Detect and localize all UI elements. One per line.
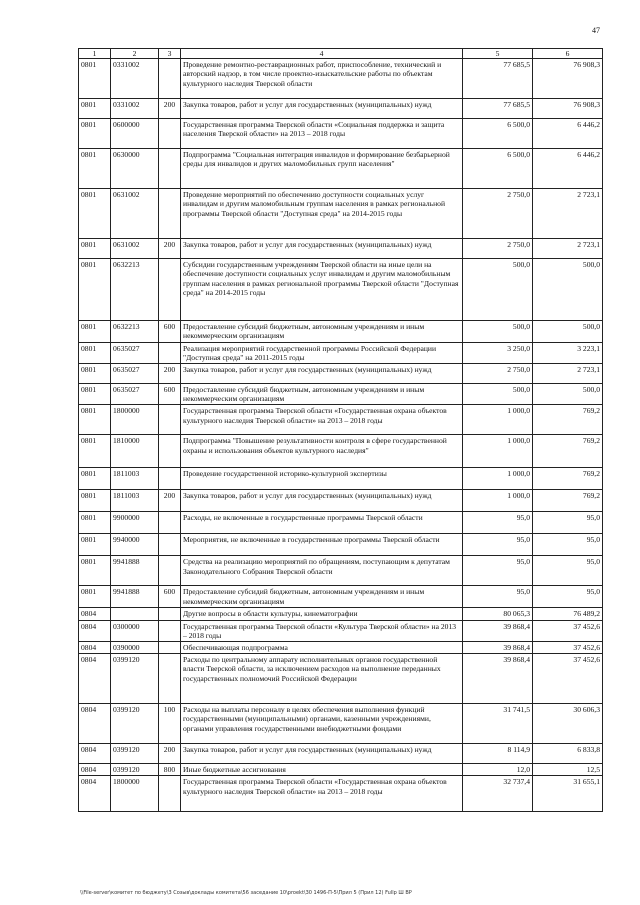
header-cell: 1 [79, 49, 111, 59]
planned-amount-cell: 1 000,0 [463, 468, 533, 490]
planned-amount-cell: 77 685,5 [463, 59, 533, 99]
table-row [79, 59, 603, 99]
target-code-cell: 0632213 [111, 321, 159, 342]
expense-type-cell: 200 [159, 744, 181, 764]
target-code-cell: 9941888 [111, 586, 159, 608]
section-code-cell: 0801 [79, 512, 111, 534]
header-cell: 4 [181, 49, 463, 59]
table-row [79, 586, 603, 608]
target-code-cell: 1811003 [111, 490, 159, 512]
description-cell: Расходы по центральному аппарату исполнительных органов государственной власти Тверской области, за исключением расходов на выполнение переданных государственных полномочий Российской Федерации [181, 654, 463, 704]
planned-amount-cell: 95,0 [463, 534, 533, 556]
target-code-cell: 0399120 [111, 744, 159, 764]
expense-type-cell [159, 534, 181, 556]
description-cell: Проведение мероприятий по обеспечению доступности социальных услуг инвалидам и другим маломобильным группам населения в рамках региональной программы Тверской области "Доступная среда" на 2014-2015 годы [181, 189, 463, 239]
table-row [79, 119, 603, 149]
executed-amount-cell: 37 452,6 [533, 654, 603, 704]
header-cell: 3 [159, 49, 181, 59]
expense-type-cell [159, 608, 181, 620]
target-code-cell: 0600000 [111, 119, 159, 149]
executed-amount-cell: 2 723,1 [533, 364, 603, 384]
expense-type-cell [159, 59, 181, 99]
target-code-cell: 9940000 [111, 534, 159, 556]
description-cell: Закупка товаров, работ и услуг для государственных (муниципальных) нужд [181, 99, 463, 119]
planned-amount-cell: 95,0 [463, 556, 533, 586]
executed-amount-cell: 769,2 [533, 468, 603, 490]
executed-amount-cell: 95,0 [533, 534, 603, 556]
planned-amount-cell: 39 868,4 [463, 642, 533, 654]
description-cell: Проведение ремонтно-реставрационных работ, приспособление, технический и авторский надзор, в том числе проектно-изыскательские работы по объектам культурного наследия Тверской области [181, 59, 463, 99]
planned-amount-cell: 8 114,9 [463, 744, 533, 764]
description-cell: Реализация мероприятий государственной программы Российской Федерации "Доступная среда" на 2011-2015 годы [181, 342, 463, 363]
section-code-cell: 0804 [79, 642, 111, 654]
planned-amount-cell: 95,0 [463, 586, 533, 608]
section-code-cell: 0801 [79, 239, 111, 259]
executed-amount-cell: 95,0 [533, 512, 603, 534]
target-code-cell: 0635027 [111, 364, 159, 384]
expense-type-cell [159, 259, 181, 321]
target-code-cell: 0631002 [111, 189, 159, 239]
expense-type-cell [159, 189, 181, 239]
footer-file-path: \\File-server\комитет по бюджету\3 Созыв\доклады комитета\56 заседание 10\proekt\30 1496-П-5\Прил 5 (Прил 12) Fullp Ш ВР [80, 890, 412, 896]
table-row [79, 189, 603, 239]
description-cell: Предоставление субсидий бюджетным, автономным учреждениям и иным некоммерческим организациям [181, 586, 463, 608]
table-row [79, 259, 603, 321]
executed-amount-cell: 76 908,3 [533, 99, 603, 119]
table-row [79, 654, 603, 704]
description-cell: Государственная программа Тверской области «Культура Тверской области» на 2013 – 2018 годы [181, 620, 463, 641]
table-row [79, 776, 603, 812]
description-cell: Закупка товаров, работ и услуг для государственных (муниципальных) нужд [181, 744, 463, 764]
description-cell: Подпрограмма "Повышение результативности контроля в сфере государственной охраны и использования объектов культурного наследия" [181, 435, 463, 468]
executed-amount-cell: 6 833,8 [533, 744, 603, 764]
planned-amount-cell: 6 500,0 [463, 149, 533, 189]
section-code-cell: 0801 [79, 342, 111, 363]
planned-amount-cell: 80 065,3 [463, 608, 533, 620]
expense-type-cell [159, 642, 181, 654]
executed-amount-cell: 12,5 [533, 764, 603, 776]
expense-type-cell [159, 556, 181, 586]
executed-amount-cell: 6 446,2 [533, 149, 603, 189]
expense-type-cell: 600 [159, 586, 181, 608]
table-row [79, 490, 603, 512]
table-row [79, 556, 603, 586]
section-code-cell: 0801 [79, 364, 111, 384]
section-code-cell: 0801 [79, 149, 111, 189]
executed-amount-cell: 95,0 [533, 586, 603, 608]
target-code-cell: 0390000 [111, 642, 159, 654]
executed-amount-cell: 2 723,1 [533, 239, 603, 259]
executed-amount-cell: 76 908,3 [533, 59, 603, 99]
target-code-cell [111, 608, 159, 620]
description-cell: Средства на реализацию мероприятий по обращениям, поступающим к депутатам Законодательного Собрания Тверской области [181, 556, 463, 586]
executed-amount-cell: 3 223,1 [533, 342, 603, 363]
section-code-cell: 0804 [79, 654, 111, 704]
description-cell: Государственная программа Тверской области «Государственная охрана объектов культурного наследия Тверской области» на 2013 – 2018 годы [181, 776, 463, 812]
table-row [79, 384, 603, 405]
planned-amount-cell: 31 741,5 [463, 704, 533, 744]
table-row [79, 608, 603, 620]
table-row [79, 704, 603, 744]
expense-type-cell [159, 435, 181, 468]
section-code-cell: 0804 [79, 776, 111, 812]
planned-amount-cell: 3 250,0 [463, 342, 533, 363]
table-header-row [79, 49, 603, 59]
target-code-cell: 9941888 [111, 556, 159, 586]
table-row [79, 534, 603, 556]
executed-amount-cell: 31 655,1 [533, 776, 603, 812]
section-code-cell: 0801 [79, 59, 111, 99]
description-cell: Другие вопросы в области культуры, кинематографии [181, 608, 463, 620]
planned-amount-cell: 6 500,0 [463, 119, 533, 149]
table-row [79, 99, 603, 119]
description-cell: Иные бюджетные ассигнования [181, 764, 463, 776]
target-code-cell: 9900000 [111, 512, 159, 534]
planned-amount-cell: 39 868,4 [463, 620, 533, 641]
section-code-cell: 0801 [79, 189, 111, 239]
section-code-cell: 0801 [79, 99, 111, 119]
table-row [79, 149, 603, 189]
expense-type-cell [159, 620, 181, 641]
executed-amount-cell: 2 723,1 [533, 189, 603, 239]
planned-amount-cell: 95,0 [463, 512, 533, 534]
section-code-cell: 0801 [79, 435, 111, 468]
planned-amount-cell: 2 750,0 [463, 189, 533, 239]
header-cell: 6 [533, 49, 603, 59]
section-code-cell: 0801 [79, 384, 111, 405]
header-cell: 2 [111, 49, 159, 59]
description-cell: Расходы на выплаты персоналу в целях обеспечения выполнения функций государственными (муниципальными) органами, казенными учреждениями, органами управления государственными внебюджетными фондами [181, 704, 463, 744]
target-code-cell: 0399120 [111, 764, 159, 776]
description-cell: Субсидии государственным учреждениям Тверской области на иные цели на обеспечение доступности социальных услуг инвалидам и другим маломобильным группам населения в рамках региональной программы Тверской области "Доступная среда" на 2014-2015 годы [181, 259, 463, 321]
executed-amount-cell: 37 452,6 [533, 642, 603, 654]
expense-type-cell [159, 512, 181, 534]
description-cell: Расходы, не включенные в государственные программы Тверской области [181, 512, 463, 534]
table-row [79, 642, 603, 654]
target-code-cell: 0331002 [111, 99, 159, 119]
target-code-cell: 0632213 [111, 259, 159, 321]
planned-amount-cell: 1 000,0 [463, 405, 533, 435]
description-cell: Подпрограмма "Социальная интеграция инвалидов и формирование безбарьерной среды для инвалидов и других маломобильных групп населения" [181, 149, 463, 189]
table-body [79, 49, 603, 812]
executed-amount-cell: 6 446,2 [533, 119, 603, 149]
description-cell: Государственная программа Тверской области «Государственная охрана объектов культурного наследия Тверской области» на 2013 – 2018 годы [181, 405, 463, 435]
executed-amount-cell: 769,2 [533, 405, 603, 435]
target-code-cell: 1800000 [111, 776, 159, 812]
expense-type-cell: 600 [159, 384, 181, 405]
executed-amount-cell: 500,0 [533, 384, 603, 405]
header-cell: 5 [463, 49, 533, 59]
section-code-cell: 0801 [79, 534, 111, 556]
planned-amount-cell: 77 685,5 [463, 99, 533, 119]
expense-type-cell [159, 119, 181, 149]
expense-type-cell [159, 776, 181, 812]
executed-amount-cell: 37 452,6 [533, 620, 603, 641]
target-code-cell: 0630000 [111, 149, 159, 189]
budget-table [78, 48, 603, 812]
expense-type-cell [159, 405, 181, 435]
expense-type-cell: 600 [159, 321, 181, 342]
section-code-cell: 0801 [79, 468, 111, 490]
planned-amount-cell: 1 000,0 [463, 490, 533, 512]
section-code-cell: 0804 [79, 744, 111, 764]
table-row [79, 364, 603, 384]
table-row [79, 620, 603, 641]
table-row [79, 435, 603, 468]
expense-type-cell: 200 [159, 99, 181, 119]
section-code-cell: 0804 [79, 620, 111, 641]
planned-amount-cell: 2 750,0 [463, 364, 533, 384]
table-row [79, 239, 603, 259]
planned-amount-cell: 500,0 [463, 259, 533, 321]
description-cell: Закупка товаров, работ и услуг для государственных (муниципальных) нужд [181, 490, 463, 512]
section-code-cell: 0804 [79, 764, 111, 776]
description-cell: Обеспечивающая подпрограмма [181, 642, 463, 654]
executed-amount-cell: 76 489,2 [533, 608, 603, 620]
planned-amount-cell: 500,0 [463, 321, 533, 342]
description-cell: Предоставление субсидий бюджетным, автономным учреждениям и иным некоммерческим организациям [181, 321, 463, 342]
section-code-cell: 0801 [79, 259, 111, 321]
planned-amount-cell: 12,0 [463, 764, 533, 776]
expense-type-cell [159, 149, 181, 189]
target-code-cell: 0635027 [111, 384, 159, 405]
planned-amount-cell: 39 868,4 [463, 654, 533, 704]
executed-amount-cell: 95,0 [533, 556, 603, 586]
table-row [79, 405, 603, 435]
expense-type-cell: 100 [159, 704, 181, 744]
planned-amount-cell: 1 000,0 [463, 435, 533, 468]
description-cell: Закупка товаров, работ и услуг для государственных (муниципальных) нужд [181, 239, 463, 259]
table-row [79, 744, 603, 764]
section-code-cell: 0804 [79, 608, 111, 620]
expense-type-cell: 800 [159, 764, 181, 776]
section-code-cell: 0801 [79, 405, 111, 435]
target-code-cell: 1800000 [111, 405, 159, 435]
planned-amount-cell: 2 750,0 [463, 239, 533, 259]
table-row [79, 764, 603, 776]
target-code-cell: 0635027 [111, 342, 159, 363]
planned-amount-cell: 500,0 [463, 384, 533, 405]
section-code-cell: 0801 [79, 119, 111, 149]
page-number: 47 [592, 26, 600, 35]
description-cell: Проведение государственной историко-культурной экспертизы [181, 468, 463, 490]
expense-type-cell: 200 [159, 490, 181, 512]
section-code-cell: 0801 [79, 321, 111, 342]
description-cell: Государственная программа Тверской области «Социальная поддержка и защита населения Тверской области» на 2013 – 2018 годы [181, 119, 463, 149]
expense-type-cell [159, 468, 181, 490]
table-row [79, 468, 603, 490]
planned-amount-cell: 32 737,4 [463, 776, 533, 812]
expense-type-cell [159, 654, 181, 704]
table-row [79, 342, 603, 363]
executed-amount-cell: 769,2 [533, 490, 603, 512]
expense-type-cell: 200 [159, 239, 181, 259]
expense-type-cell: 200 [159, 364, 181, 384]
target-code-cell: 0300000 [111, 620, 159, 641]
target-code-cell: 0331002 [111, 59, 159, 99]
table-row [79, 321, 603, 342]
section-code-cell: 0804 [79, 704, 111, 744]
description-cell: Закупка товаров, работ и услуг для государственных (муниципальных) нужд [181, 364, 463, 384]
target-code-cell: 0631002 [111, 239, 159, 259]
target-code-cell: 1811003 [111, 468, 159, 490]
description-cell: Предоставление субсидий бюджетным, автономным учреждениям и иным некоммерческим организациям [181, 384, 463, 405]
expense-type-cell [159, 342, 181, 363]
executed-amount-cell: 500,0 [533, 321, 603, 342]
table-row [79, 512, 603, 534]
target-code-cell: 1810000 [111, 435, 159, 468]
target-code-cell: 0399120 [111, 704, 159, 744]
description-cell: Мероприятия, не включенные в государственные программы Тверской области [181, 534, 463, 556]
executed-amount-cell: 769,2 [533, 435, 603, 468]
executed-amount-cell: 30 606,3 [533, 704, 603, 744]
section-code-cell: 0801 [79, 586, 111, 608]
section-code-cell: 0801 [79, 556, 111, 586]
executed-amount-cell: 500,0 [533, 259, 603, 321]
target-code-cell: 0399120 [111, 654, 159, 704]
section-code-cell: 0801 [79, 490, 111, 512]
